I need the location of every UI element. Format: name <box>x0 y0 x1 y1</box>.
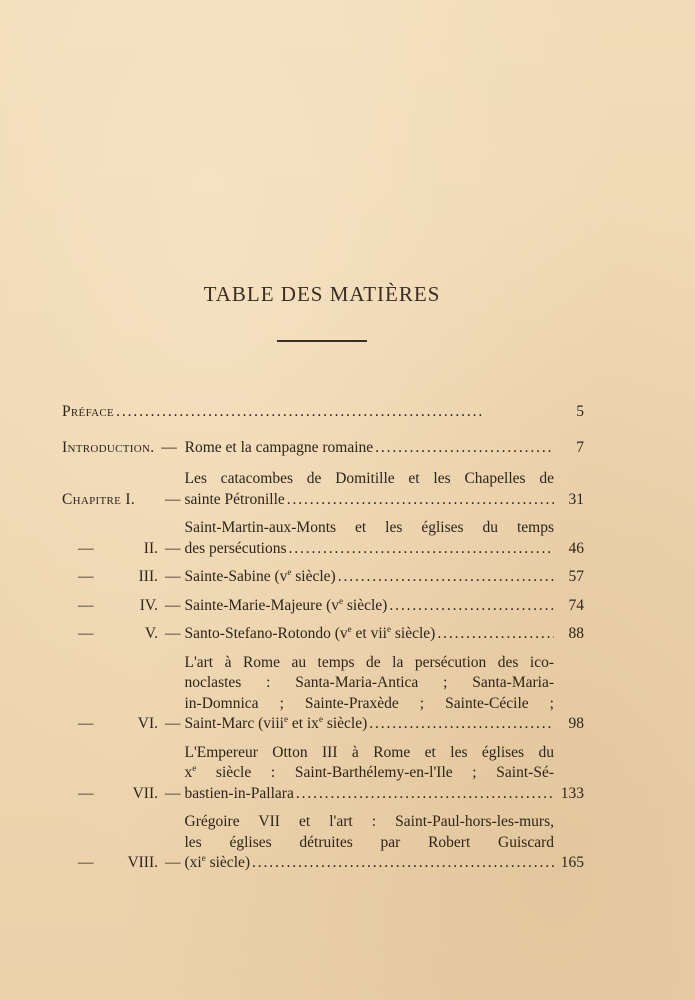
toc-title-part: siècle) <box>322 715 368 732</box>
separator-dash: — <box>165 539 181 557</box>
toc-label: Introduction. <box>62 438 155 456</box>
toc-title-line: bastien-in-Pallara <box>184 784 294 802</box>
page-number: 5 <box>576 403 584 420</box>
toc-title-line: L'Empereur Otton III à Rome et les églises du <box>184 743 554 761</box>
dot-leader <box>289 539 554 560</box>
toc-label: Chapitre I. <box>62 490 135 508</box>
page-number: 57 <box>568 568 584 585</box>
toc-title-last-line <box>185 624 555 645</box>
chapter-number: VII. <box>132 784 158 802</box>
toc-title-last-line <box>185 490 555 511</box>
toc-title-part: siècle) <box>291 568 336 585</box>
ditto-dash: — <box>78 568 94 585</box>
page-number: 46 <box>568 539 584 557</box>
toc-title-part: Sainte-Marie-Majeure (v <box>184 596 340 614</box>
dot-leader <box>252 853 554 874</box>
toc-title <box>185 596 388 617</box>
toc-title-last-line <box>185 539 555 560</box>
dot-leader <box>375 438 554 459</box>
toc-title-line: sainte Pétronille <box>184 490 285 508</box>
toc-label: Préface <box>62 403 115 420</box>
toc-title <box>185 624 436 645</box>
ditto-dash: — <box>78 596 94 614</box>
toc-title-line: in-Domnica ; Sainte-Praxède ; Sainte-Cécile ; <box>184 694 554 712</box>
separator-dash: — <box>165 715 181 732</box>
toc-entry-chapter-7[interactable] <box>62 743 584 805</box>
page-number: 31 <box>568 490 584 508</box>
chapter-number: III. <box>138 568 158 585</box>
ditto-dash: — <box>78 715 94 732</box>
separator-dash: — <box>165 490 181 508</box>
toc-title-block <box>185 812 555 874</box>
toc-title-line: les églises détruites par Robert Guiscard <box>184 833 554 851</box>
chapter-number: IV. <box>139 596 158 614</box>
separator-dash: — <box>165 854 181 871</box>
toc-title-part: (xi <box>184 854 202 871</box>
toc-title-part: siècle) <box>390 625 436 642</box>
toc-title-line: Saint-Martin-aux-Monts et les églises du temps <box>184 519 554 536</box>
toc-title-line: L'art à Rome au temps de la persécution des ico- <box>184 653 554 671</box>
toc-entry-chapter-5[interactable] <box>62 624 584 645</box>
superscript: e <box>283 713 288 724</box>
separator-dash: — <box>165 596 181 614</box>
superscript: e <box>287 566 292 577</box>
toc-title-line: des persécutions <box>184 539 287 557</box>
toc-title-part: Saint-Marc (viii <box>184 715 284 732</box>
toc-entry-chapter-1[interactable] <box>62 469 584 510</box>
page-number: 98 <box>568 715 584 732</box>
toc-title-block <box>185 469 555 510</box>
dot-leader <box>287 490 554 511</box>
chapter-number: VIII. <box>127 854 158 871</box>
chapter-number: VI. <box>137 715 158 732</box>
chapter-number: II. <box>143 539 158 557</box>
toc-title: Rome et la campagne romaine <box>184 438 374 456</box>
toc-entry-chapter-8[interactable] <box>62 812 584 874</box>
superscript: e <box>318 713 323 724</box>
superscript: e <box>347 623 352 634</box>
dot-leader <box>369 714 554 735</box>
dot-leader <box>389 596 554 617</box>
toc-title-last-line <box>185 714 555 735</box>
page-number: 165 <box>560 854 584 871</box>
separator-dash: — <box>165 568 181 585</box>
separator-dash: — <box>165 784 181 802</box>
toc-entry-chapter-6[interactable] <box>62 653 584 735</box>
toc-title-line: Les catacombes de Domitille et les Chapelles de <box>184 470 554 487</box>
toc-entry-introduction[interactable] <box>62 438 584 459</box>
toc-title-block <box>185 518 555 559</box>
toc-title-last-line <box>185 784 555 805</box>
title-rule <box>277 340 367 342</box>
toc-title-last-line <box>185 567 555 588</box>
toc-title-line <box>185 714 368 735</box>
page-number: 74 <box>568 596 584 614</box>
toc-title-part: et vii <box>351 625 387 642</box>
ditto-dash: — <box>78 625 94 642</box>
toc-title-line: noclastes : Santa-Maria-Antica ; Santa-Maria- <box>184 674 554 691</box>
toc-entry-chapter-4[interactable] <box>62 596 584 617</box>
toc-entry-preface[interactable] <box>62 402 584 423</box>
ditto-dash: — <box>78 539 94 557</box>
toc-title-part: siècle) <box>343 596 388 614</box>
page-title: TABLE DES MATIÈRES <box>203 282 441 306</box>
toc-title-line <box>185 853 251 874</box>
toc-title-part: Sainte-Sabine (v <box>184 568 288 585</box>
toc-title-part: siècle : Saint-Barthélemy-en-l'Ile ; Saint-Sé- <box>196 764 554 781</box>
toc-heading <box>62 438 373 459</box>
superscript: e <box>339 595 344 606</box>
toc-title-line: Grégoire VII et l'art : Saint-Paul-hors-les-murs, <box>184 813 554 830</box>
toc-entry-chapter-3[interactable] <box>62 567 584 588</box>
separator-dash: — <box>165 625 181 642</box>
dot-leader <box>437 624 554 645</box>
dot-leader <box>338 567 554 588</box>
toc-title-block <box>185 653 555 735</box>
superscript: e <box>201 852 206 863</box>
toc-title-part: x <box>184 764 193 781</box>
separator-dash: — <box>161 438 177 456</box>
table-of-contents <box>62 402 584 882</box>
superscript: e <box>192 762 197 773</box>
superscript: e <box>386 623 391 634</box>
toc-title-part: Santo-Stefano-Rotondo (v <box>184 625 348 642</box>
toc-title-part: siècle) <box>205 854 251 871</box>
toc-title <box>185 567 336 588</box>
page-number: 133 <box>560 784 584 802</box>
toc-title-last-line <box>185 596 555 617</box>
ditto-dash: — <box>78 784 94 802</box>
dot-leader <box>116 402 554 423</box>
toc-title-block <box>185 743 555 805</box>
toc-entry-chapter-2[interactable] <box>62 518 584 559</box>
page-number: 7 <box>576 438 584 456</box>
toc-title-part: et ix <box>287 715 319 732</box>
chapter-number: V. <box>144 625 158 642</box>
toc-title-line <box>185 763 555 784</box>
page-number: 88 <box>568 625 584 642</box>
ditto-dash: — <box>78 854 94 871</box>
dot-leader <box>296 784 554 805</box>
toc-title-last-line <box>185 853 555 874</box>
